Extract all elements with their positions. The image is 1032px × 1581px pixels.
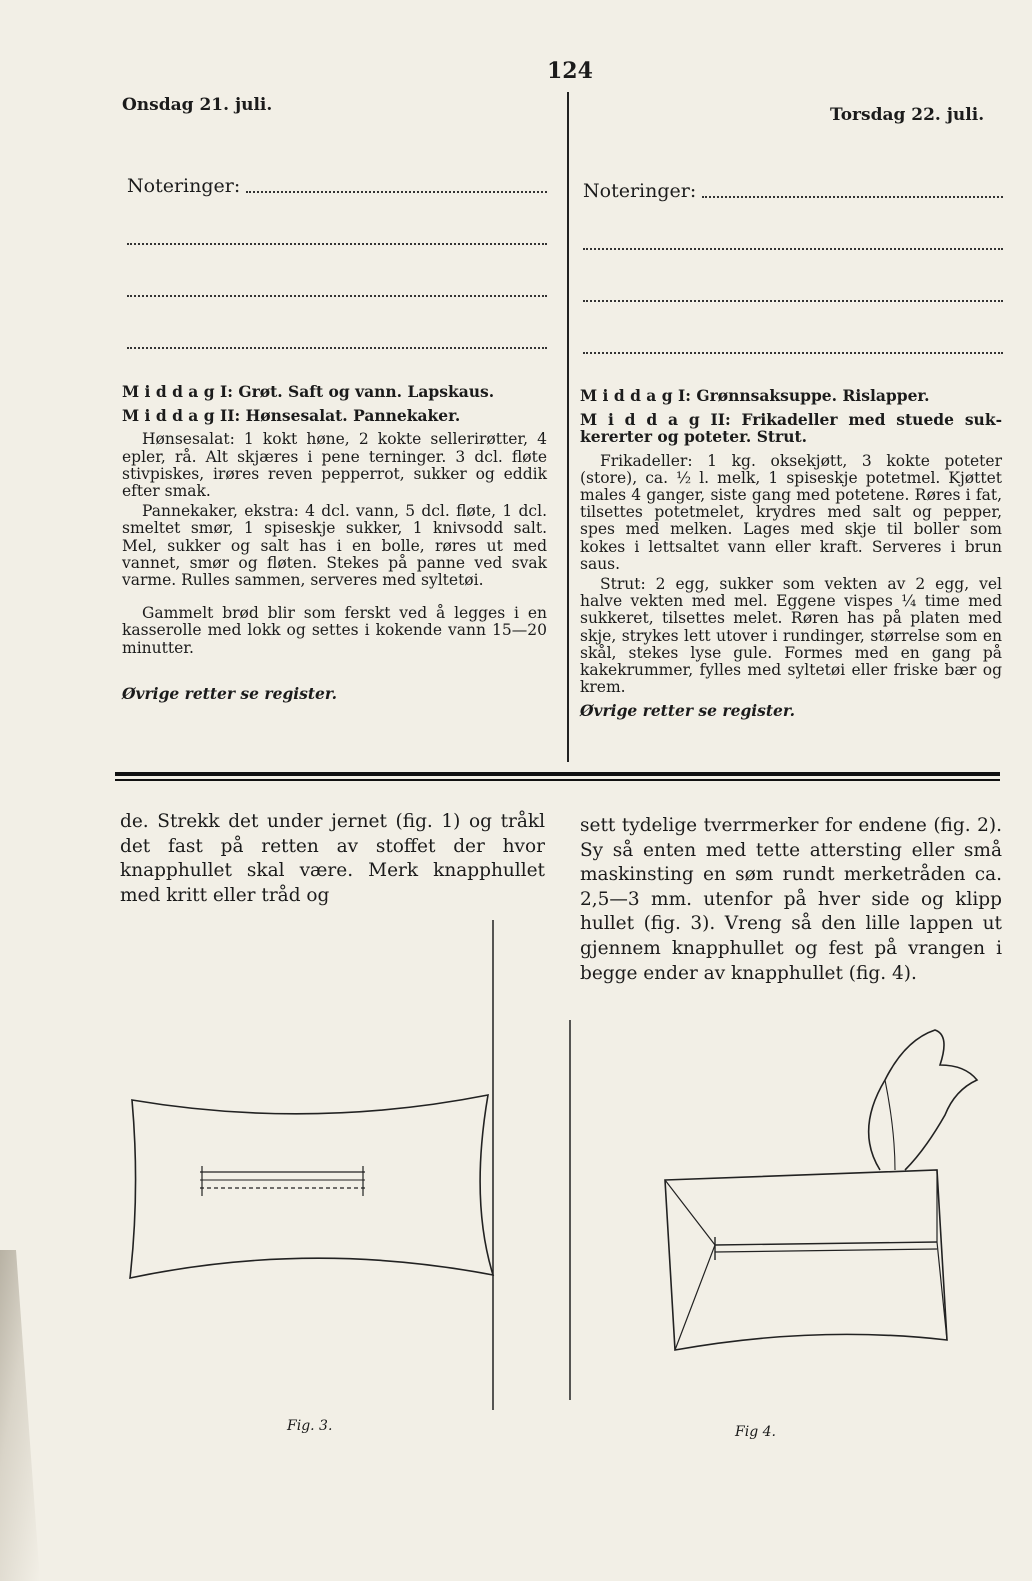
page-corner-shadow bbox=[0, 1250, 40, 1581]
dinner-menu-1: M i d d a g I: Grøt. Saft og vann. Lapskaus. bbox=[122, 382, 495, 401]
notes-label: Noteringer: bbox=[127, 175, 241, 197]
page-number: 124 bbox=[547, 58, 593, 84]
day-header-left: Onsdag 21. juli. bbox=[122, 95, 273, 115]
separator-rule bbox=[115, 772, 1000, 776]
notes-line bbox=[583, 248, 1003, 250]
notes-line bbox=[702, 196, 1003, 198]
notes-line bbox=[127, 243, 547, 245]
separator-rule-thin bbox=[115, 779, 1000, 781]
kitchen-tip: Gammelt brød blir som ferskt ved å legges i en kasserolle med lokk og settes i kokende vann 15—20 minutter. bbox=[122, 604, 547, 657]
notes-line bbox=[583, 300, 1003, 302]
recipe-text: Frikadeller: 1 kg. oksekjøtt, 3 kokte poteter (store), ca. ½ l. melk, 1 spiseskje potetmel. Kjøttet males 4 ganger, siste gang med potetene. Røres i fat, tilsettes potetmelet, krydres med salt og pepper, spes med melken. Lages med skje til boller som kokes i lettsaltet vann eller kraft. Serveres i brun saus. bbox=[580, 451, 1002, 573]
dinner-menu-2: M i d d a g II: Frikadeller med stuede sukkererter og poteter. Strut. bbox=[580, 410, 1002, 447]
figure-3-buttonhole-drawing bbox=[110, 920, 540, 1420]
notes-left bbox=[127, 145, 547, 353]
recipe-text: Strut: 2 egg, sukker som vekten av 2 egg, vel halve vekten med mel. Eggene vispes ¼ time med sukkeret, tilsettes melet. Røren has på platen med skje, strykes lett utover i rundinger, størrelse som en skål, stekes lyse gule. Formes med en gang på kakekrummer, fylles med syltetøi eller friske bær og krem. bbox=[580, 575, 1002, 697]
notes-right bbox=[583, 150, 1003, 358]
notes-line bbox=[246, 191, 547, 193]
other-dishes-note: Øvrige retter se register. bbox=[122, 683, 338, 703]
figure-3-caption: Fig. 3. bbox=[287, 1418, 333, 1434]
recipe-column-left bbox=[122, 383, 547, 705]
notes-line bbox=[583, 352, 1003, 354]
recipe-text: Pannekaker, ekstra: 4 dcl. vann, 5 dcl. fløte, 1 dcl. smeltet smør, 1 spiseskje sukker, 1 knivsodd salt. Mel, sukker og salt has i en bolle, røres ut med vannet, smør og fløten. Stekes på panne ved svak varme. Rulles sammen, serveres med syltetøi. bbox=[122, 502, 547, 590]
sewing-text-right: sett tydelige tverrmerker for endene (fig. 2). Sy så enten med tette attersting eller små maskinsting en søm rundt merketråden ca. 2,5—3 mm. utenfor på hver side og klipp hullet (fig. 3). Vreng så den lille lappen ut gjennem knapphullet og fest på vrangen i begge ender av knapphullet (fig. 4). bbox=[580, 815, 1002, 984]
sewing-text-left: de. Strekk det under jernet (fig. 1) og tråkl det fast på retten av stoffet der hvor knapphullet skal være. Merk knapphullet med kritt eller tråd og bbox=[120, 811, 545, 906]
day-header-right: Torsdag 22. juli. bbox=[830, 105, 985, 125]
notes-label: Noteringer: bbox=[583, 180, 697, 202]
recipe-column-right bbox=[580, 387, 1002, 723]
column-divider-top bbox=[567, 92, 569, 762]
figure-4-buttonhole-drawing bbox=[565, 1020, 1005, 1440]
other-dishes-note: Øvrige retter se register. bbox=[580, 701, 796, 721]
dinner-menu-2: M i d d a g II: Hønsesalat. Pannekaker. bbox=[122, 406, 461, 426]
notes-line bbox=[127, 347, 547, 349]
dinner-menu-1: M i d d a g I: Grønnsaksuppe. Rislapper. bbox=[580, 386, 930, 405]
recipe-text: Hønsesalat: 1 kokt høne, 2 kokte sellerirøtter, 4 epler, rå. Alt skjæres i pene terninger. 3 dcl. fløte stivpiskes, irøres reven pepperrot, sukker og eddik efter smak. bbox=[122, 430, 547, 501]
figure-4-caption: Fig 4. bbox=[735, 1424, 776, 1440]
notes-line bbox=[127, 295, 547, 297]
